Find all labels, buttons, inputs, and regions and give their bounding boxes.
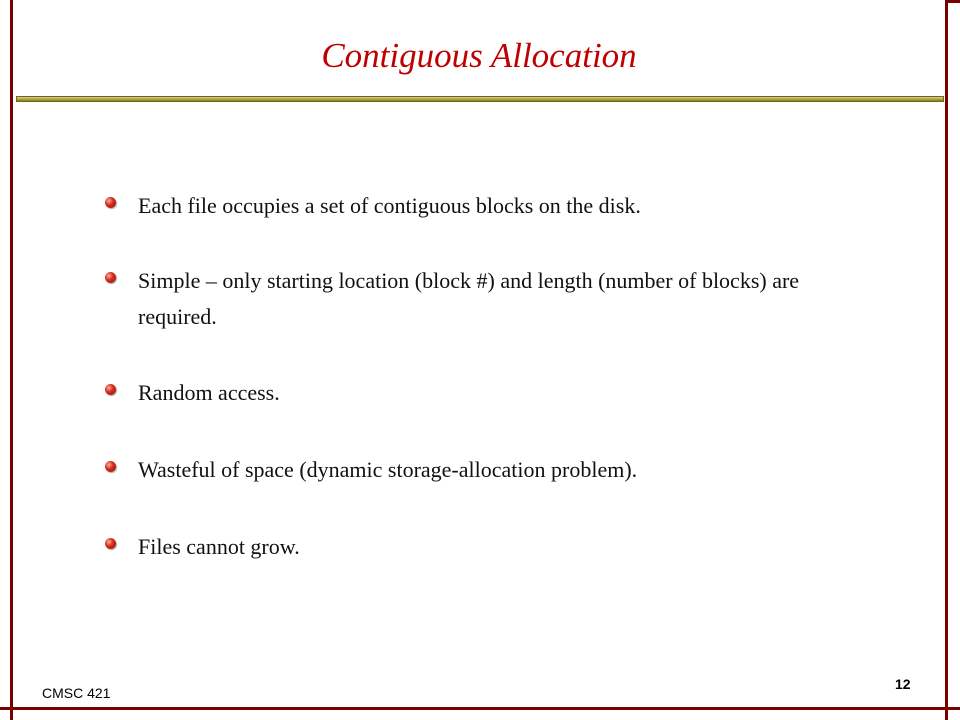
footer-course-label: CMSC 421 <box>42 685 111 701</box>
bullet-icon <box>105 384 116 395</box>
page-number: 12 <box>895 676 911 692</box>
bullet-icon <box>105 197 116 208</box>
bullet-text: Random access. <box>138 380 280 405</box>
bullet-text: Each file occupies a set of contiguous blocks on the disk. <box>138 193 641 218</box>
bullet-icon <box>105 461 116 472</box>
slide-title: Contiguous Allocation <box>321 36 637 75</box>
bullet-icon <box>105 538 116 549</box>
bullet-text: Simple – only starting location (block #) and length (number of blocks) are required. <box>138 268 800 329</box>
bullet-text: Files cannot grow. <box>138 534 300 559</box>
bullet-icon <box>105 272 116 283</box>
bullet-text: Wasteful of space (dynamic storage-allocation problem). <box>138 457 638 482</box>
